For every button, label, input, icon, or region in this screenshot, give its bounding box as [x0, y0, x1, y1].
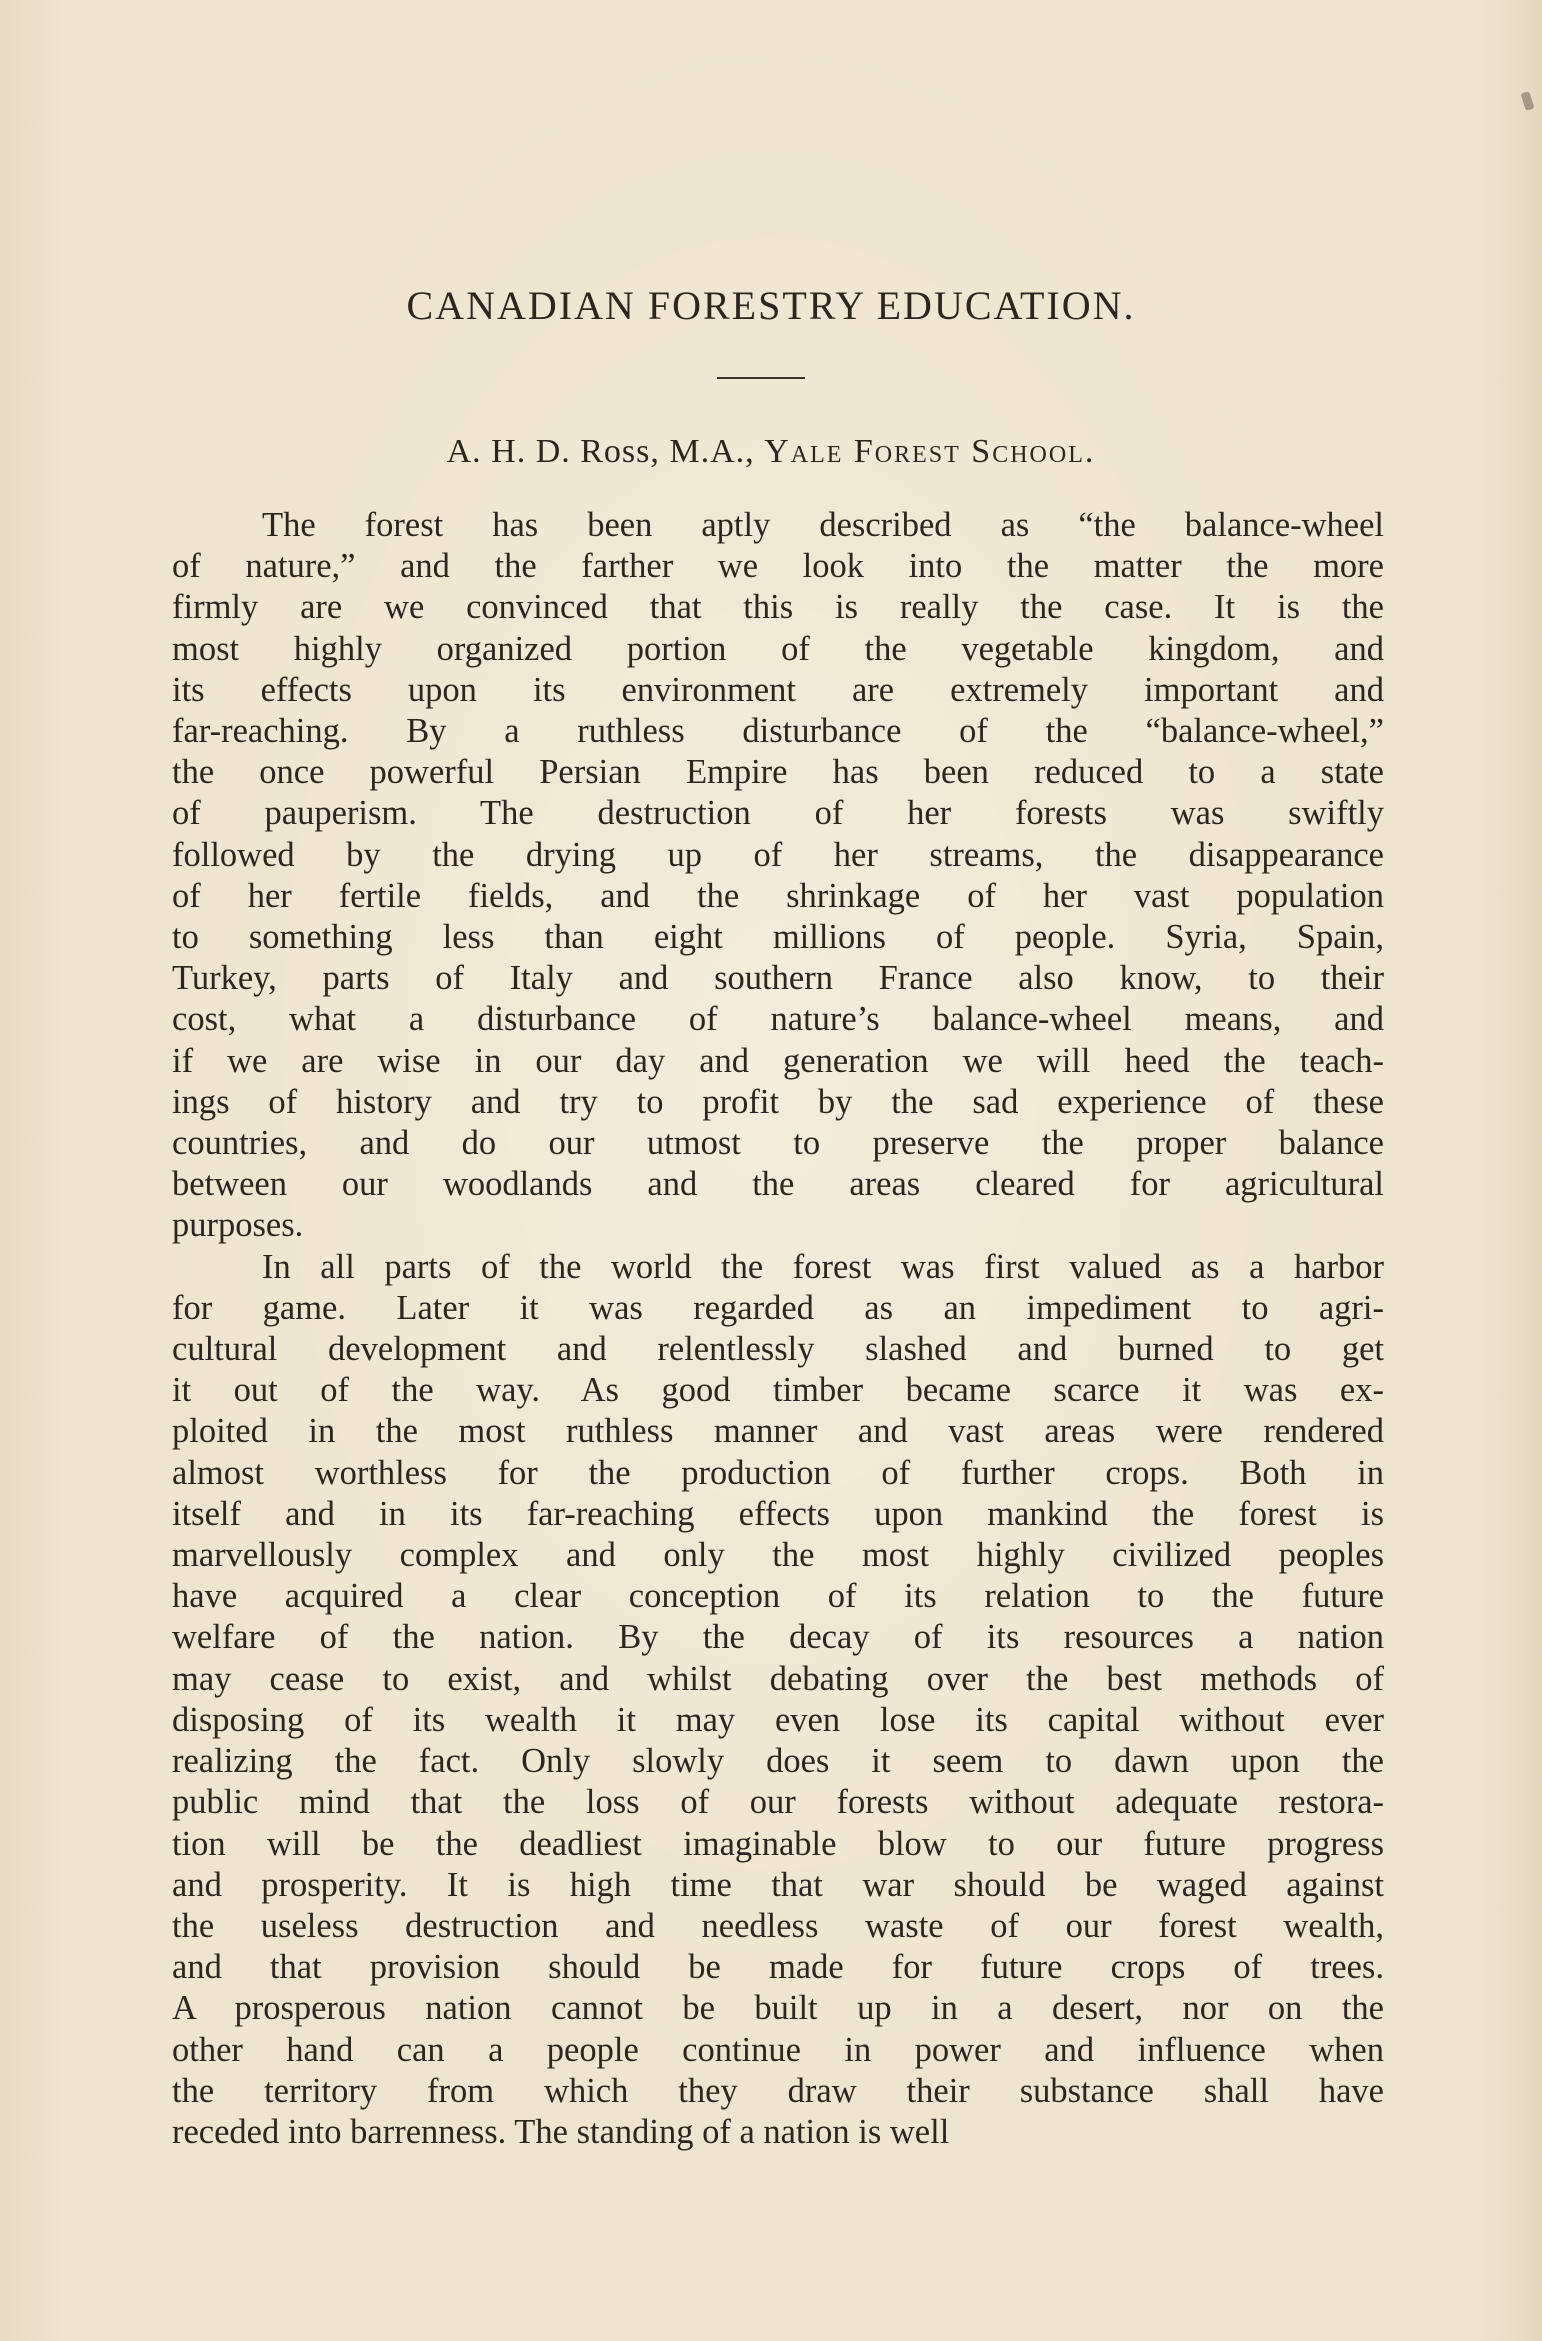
text-line: between our woodlands and the areas cleared for agricultural: [172, 1165, 1384, 1204]
text-line: marvellously complex and only the most highly civilized peoples: [172, 1536, 1384, 1575]
text-line: cost, what a disturbance of nature’s balance-wheel means, and: [172, 1000, 1384, 1039]
text-line: the once powerful Persian Empire has been reduced to a state: [172, 753, 1384, 792]
text-line: tion will be the deadliest imaginable blow to our future progress: [172, 1824, 1384, 1863]
text-line: itself and in its far-reaching effects upon mankind the forest is: [172, 1494, 1384, 1533]
text-line: almost worthless for the production of further crops. Both in: [172, 1453, 1384, 1492]
article-byline: [0, 433, 1542, 471]
paragraph: [172, 505, 1384, 1247]
text-line: of nature,” and the farther we look into the matter the more: [172, 547, 1384, 586]
text-line: A prosperous nation cannot be built up in a desert, nor on the: [172, 1989, 1384, 2028]
text-line: welfare of the nation. By the decay of its resources a nation: [172, 1618, 1384, 1657]
text-line: realizing the fact. Only slowly does it seem to dawn upon the: [172, 1742, 1384, 1781]
text-line: firmly are we convinced that this is really the case. It is the: [172, 588, 1384, 627]
author-name: A. H. D. Ross, M.A.,: [446, 433, 765, 470]
article-body: [172, 505, 1384, 2153]
text-line: and prosperity. It is high time that war should be waged against: [172, 1865, 1384, 1904]
text-line: countries, and do our utmost to preserve the proper balance: [172, 1124, 1384, 1163]
text-line: followed by the drying up of her streams, the disappearance: [172, 835, 1384, 874]
text-line: disposing of its wealth it may even lose its capital without ever: [172, 1700, 1384, 1739]
text-line: cultural development and relentlessly slashed and burned to get: [172, 1330, 1384, 1369]
text-line: the territory from which they draw their substance shall have: [172, 2071, 1384, 2110]
text-line: In all parts of the world the forest was first valued as a harbor: [262, 1247, 1384, 1286]
text-line: purposes.: [172, 1206, 304, 1245]
text-line: and that provision should be made for future crops of trees.: [172, 1948, 1384, 1987]
text-line: public mind that the loss of our forests without adequate restora-: [172, 1783, 1384, 1822]
text-line: of her fertile fields, and the shrinkage of her vast population: [172, 876, 1384, 915]
title-divider: [717, 377, 805, 379]
text-line: its effects upon its environment are extremely important and: [172, 670, 1384, 709]
text-line: other hand can a people continue in power and influence when: [172, 2030, 1384, 2069]
text-line: may cease to exist, and whilst debating over the best methods of: [172, 1659, 1384, 1698]
text-line: of pauperism. The destruction of her forests was swiftly: [172, 794, 1384, 833]
text-line: have acquired a clear conception of its relation to the future: [172, 1577, 1384, 1616]
text-line: it out of the way. As good timber became scarce it was ex-: [172, 1371, 1384, 1410]
text-line: for game. Later it was regarded as an impediment to agri-: [172, 1288, 1384, 1327]
text-line: the useless destruction and needless waste of our forest wealth,: [172, 1906, 1384, 1945]
text-line: The forest has been aptly described as “the balance-wheel: [262, 506, 1384, 544]
text-line: ploited in the most ruthless manner and vast areas were rendered: [172, 1412, 1384, 1451]
text-line: to something less than eight millions of people. Syria, Spain,: [172, 918, 1384, 957]
paragraph: [172, 1247, 1384, 2153]
text-line: receded into barrenness. The standing of a nation is well: [172, 2112, 950, 2151]
author-affiliation: Yale Forest School.: [764, 433, 1096, 470]
page-edge-mark: [1520, 91, 1534, 111]
text-line: most highly organized portion of the vegetable kingdom, and: [172, 629, 1384, 668]
text-line: Turkey, parts of Italy and southern France also know, to their: [172, 959, 1384, 998]
text-line: far-reaching. By a ruthless disturbance of the “balance-wheel,”: [172, 712, 1384, 751]
article-title: CANADIAN FORESTRY EDUCATION.: [406, 283, 1136, 328]
text-line: if we are wise in our day and generation we will heed the teach-: [172, 1041, 1384, 1080]
text-line: ings of history and try to profit by the sad experience of these: [172, 1082, 1384, 1121]
